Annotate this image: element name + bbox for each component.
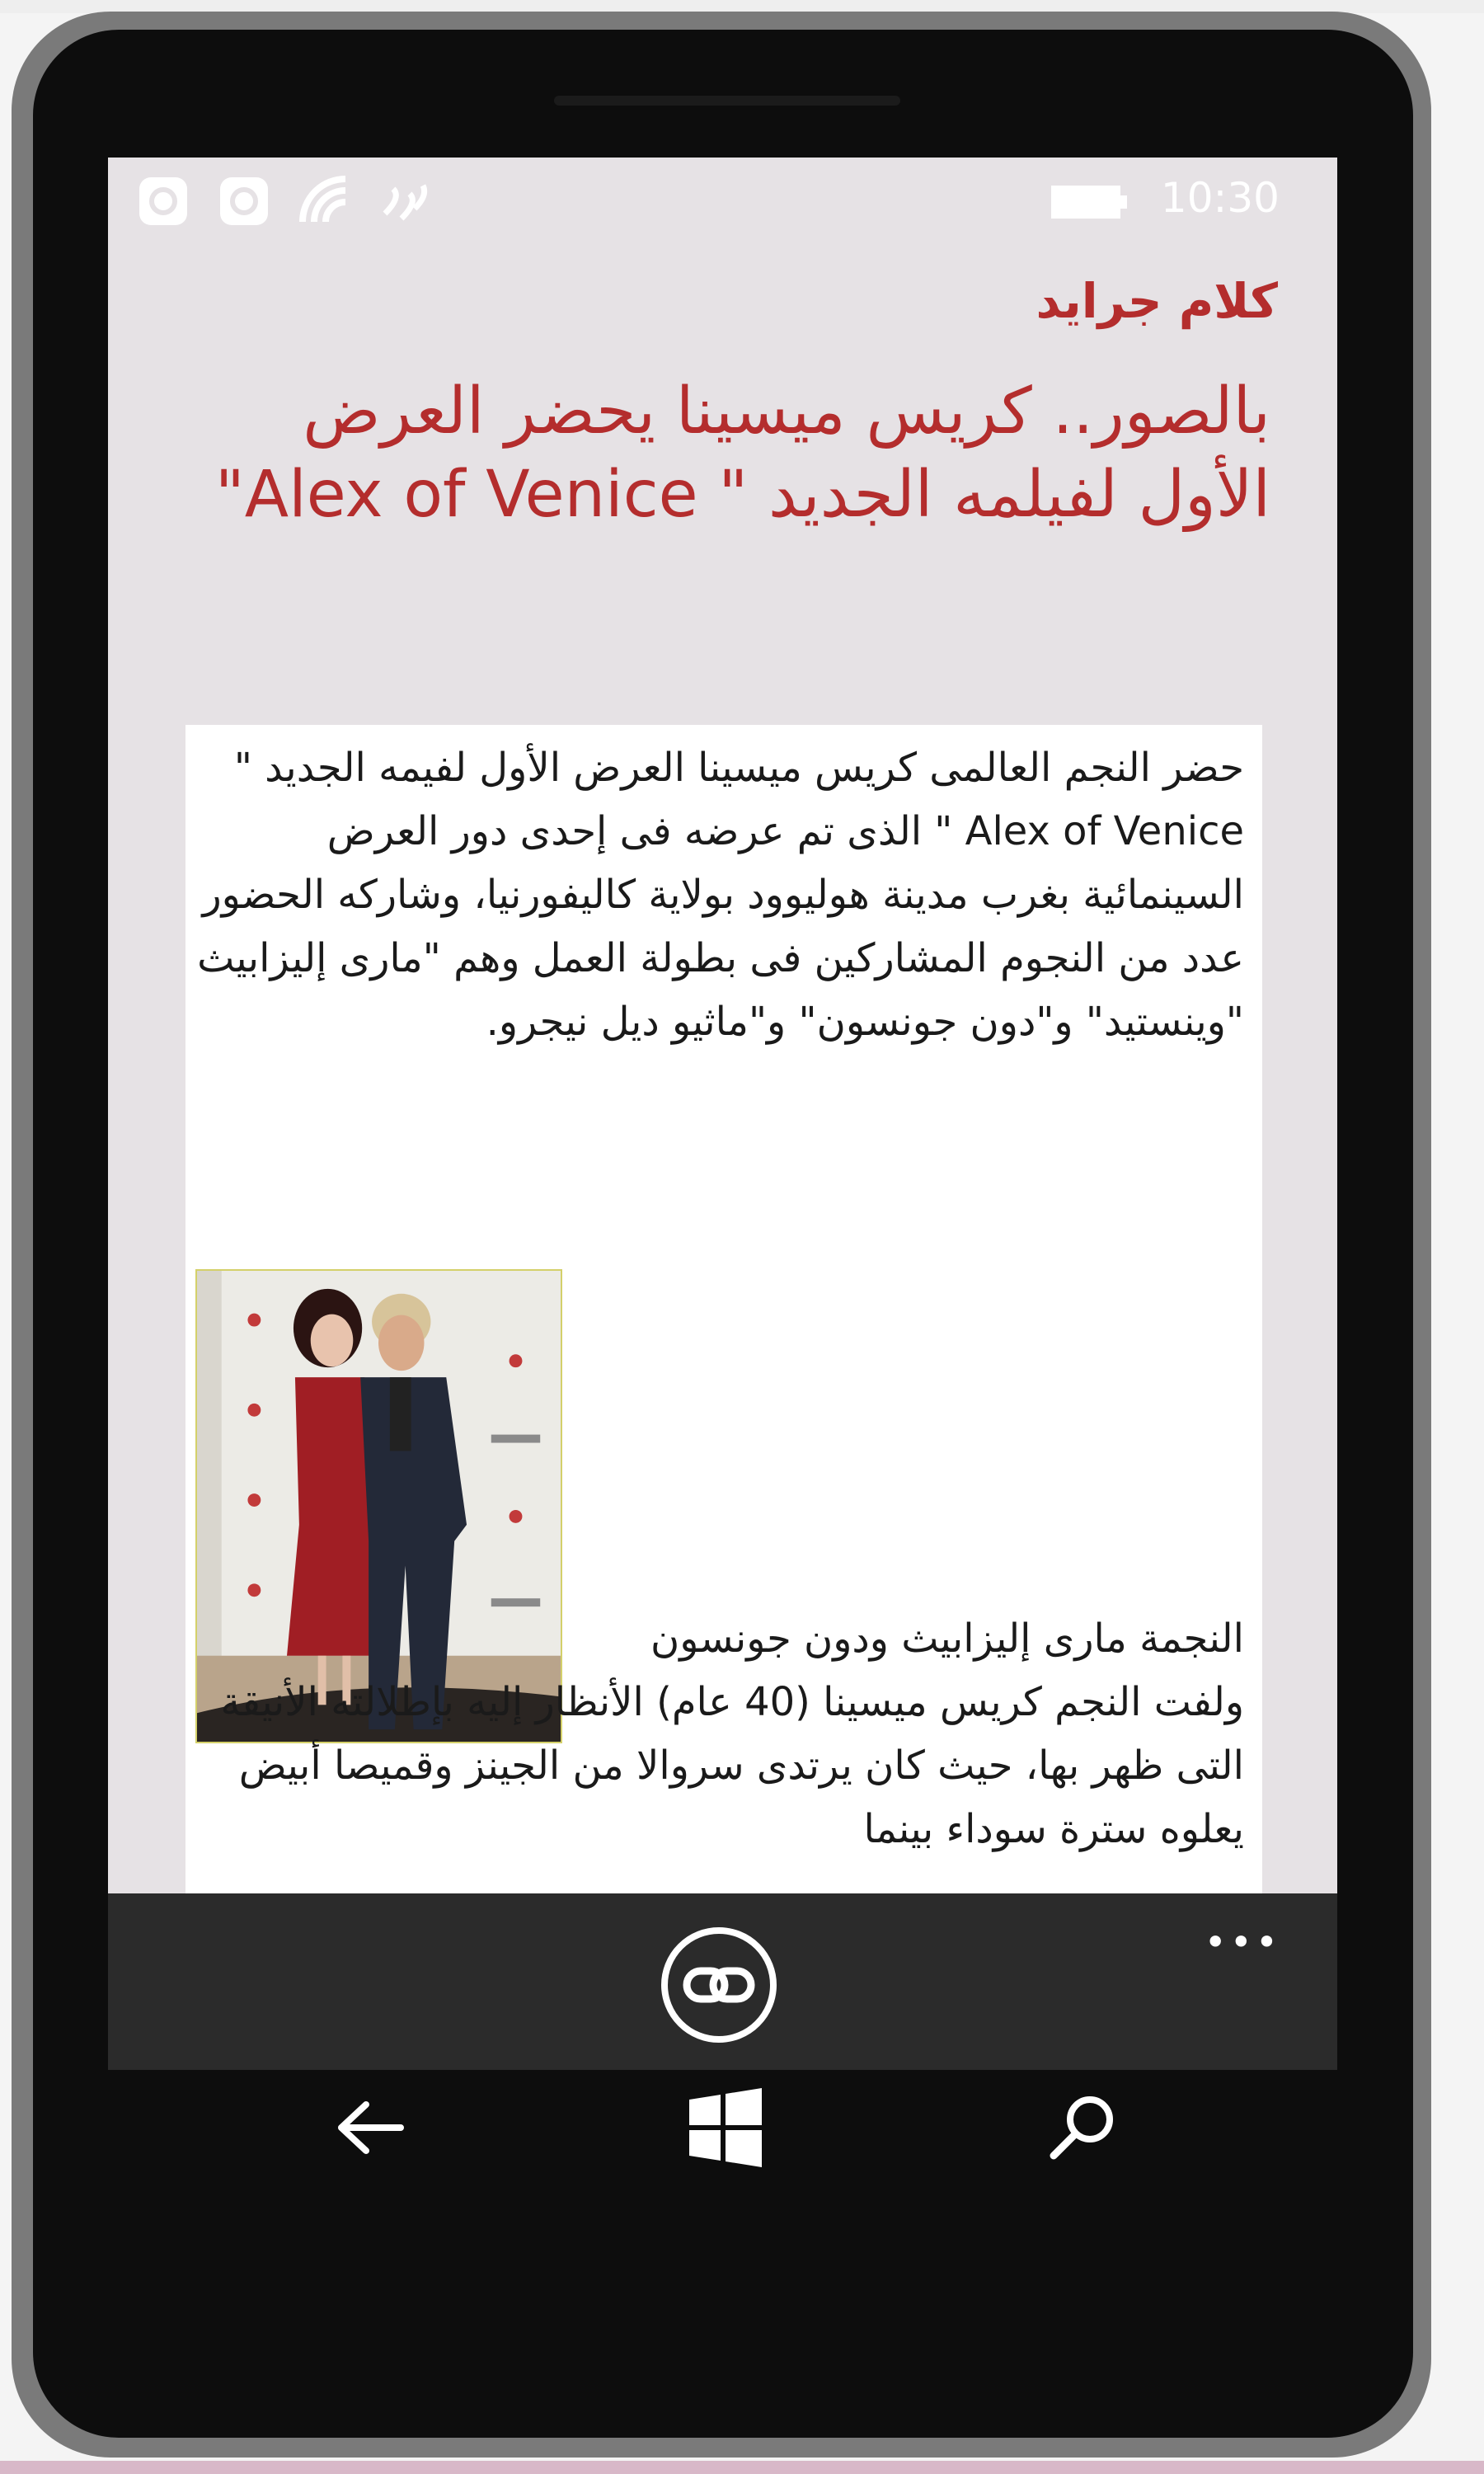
- article-body-paragraph: [186, 1607, 1262, 1861]
- page-bottom-strip: [0, 2461, 1484, 2474]
- wifi-icon: [296, 172, 354, 230]
- earpiece-speaker: [554, 96, 900, 106]
- article-body-text: ولفت النجم كريس ميسينا (40 عام) الأنظار إليه بإطلالته الأنيقة التى ظهر بها، حيث كان يرتدى سروالا من الجينز وقميصا أبيض يعلوه سترة سوداء بينما: [220, 1679, 1244, 1852]
- status-bar: [108, 158, 1337, 240]
- article-title: بالصور.. كريس ميسينا يحضر العرض الأول لفيلمه الجديد " Alex of Venice": [214, 374, 1270, 532]
- article-body-paragraph: حضر النجم العالمى كريس ميسينا العرض الأول لفيمه الجديد " Alex of Venice " الذى تم عرضه فى إحدى دور العرض السينمائية بغرب مدينة هوليوود بولاية كاليفورنيا، وشاركه الحضور عدد من النجوم المشاركين فى بطولة العمل وهم "مارى إليزابيث "وينستيد" و"دون جونسون" و"ماثيو ديل نيجرو.: [197, 745, 1244, 1045]
- search-icon[interactable]: [1040, 2086, 1123, 2169]
- application-bar: [108, 1893, 1337, 2070]
- status-time: 10:30: [1160, 174, 1280, 222]
- battery-icon: [1048, 172, 1130, 230]
- link-icon[interactable]: [659, 1925, 779, 2045]
- back-icon[interactable]: [330, 2086, 412, 2169]
- phone-screen: [108, 158, 1337, 1893]
- notification-icon: [134, 172, 192, 230]
- more-options-button[interactable]: •••: [1204, 1920, 1281, 1964]
- windows-icon[interactable]: [684, 2086, 767, 2169]
- app-title: كلام جرايد: [1036, 273, 1278, 329]
- notification-icon: [215, 172, 273, 230]
- article-content[interactable]: [186, 725, 1262, 1893]
- image-caption: النجمة مارى إليزابيث ودون جونسون: [650, 1616, 1244, 1662]
- data-icon: [377, 172, 434, 230]
